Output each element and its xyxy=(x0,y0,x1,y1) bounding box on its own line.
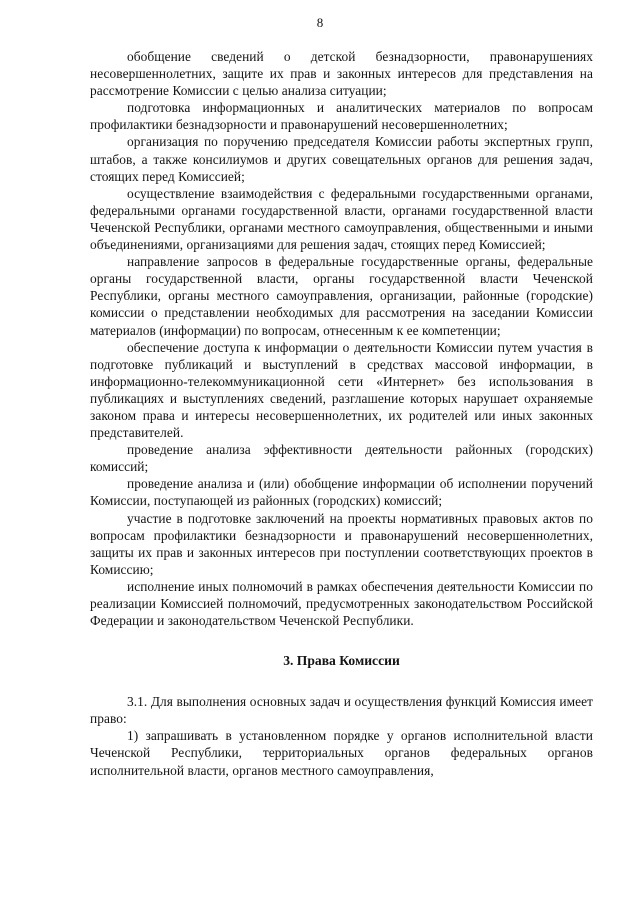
paragraph: осуществление взаимодействия с федеральными государственными органами, федеральными органами государственной власти, органами государственной власти Чеченской Республики, органами местного самоуправления, общественными и иными объединениями, организациями для решения задач, стоящих перед Комиссией; xyxy=(90,185,593,253)
paragraph: 3.1. Для выполнения основных задач и осуществления функций Комиссия имеет право: xyxy=(90,694,593,727)
paragraph: проведение анализа эффективности деятельности районных (городских) комиссий; xyxy=(90,442,593,475)
paragraph: обобщение сведений о детской безнадзорности, правонарушениях несовершеннолетних, защите их прав и законных интересов для представления на рассмотрение Комиссии с целью анализа ситуации; xyxy=(90,49,593,99)
paragraph: исполнение иных полномочий в рамках обеспечения деятельности Комиссии по реализации Комиссией полномочий, предусмотренных законодательством Российской Федерации и законодательством Чеченской Республики. xyxy=(90,578,593,629)
paragraph: участие в подготовке заключений на проекты нормативных правовых актов по вопросам профилактики безнадзорности и правонарушений несовершеннолетних, защиты их прав и законных интересов при поступлении соответствующих проектов в Комиссию; xyxy=(90,510,593,577)
paragraph: направление запросов в федеральные государственные органы, федеральные органы государственной власти, органы государственной власти Чеченской Республики, органы местного самоуправления, организации, районные (городские) комиссии о представлении необходимых для рассмотрения на заседании Комиссии материалов (информации) по вопросам, отнесенным к ее компетенции; xyxy=(90,254,593,338)
section-heading: 3. Права Комиссии xyxy=(283,653,400,669)
document-body xyxy=(90,48,593,779)
paragraph: подготовка информационных и аналитических материалов по вопросам профилактики безнадзорности и правонарушений несовершеннолетних; xyxy=(90,100,593,133)
paragraph: обеспечение доступа к информации о деятельности Комиссии путем участия в подготовке публикаций и выступлений в средствах массовой информации, в информационно-телекоммуникационной сети «Интернет» без использования в публикациях и выступлениях сведений, разглашение которых нарушает охраняемые законом права и интересы несовершеннолетних, их родителей или иных законных представителей. xyxy=(90,339,593,441)
paragraph: 1) запрашивать в установленном порядке у органов исполнительной власти Чеченской Республики, территориальных органов федеральных органов исполнительной власти, органов местного самоуправления, xyxy=(90,728,593,778)
paragraph: организация по поручению председателя Комиссии работы экспертных групп, штабов, а также консилиумов и других совещательных органов для решения задач, стоящих перед Комиссией; xyxy=(90,134,593,184)
paragraph: проведение анализа и (или) обобщение информации об исполнении поручений Комиссии, поступающей из районных (городских) комиссий; xyxy=(90,476,593,509)
page-number: 8 xyxy=(316,15,324,30)
